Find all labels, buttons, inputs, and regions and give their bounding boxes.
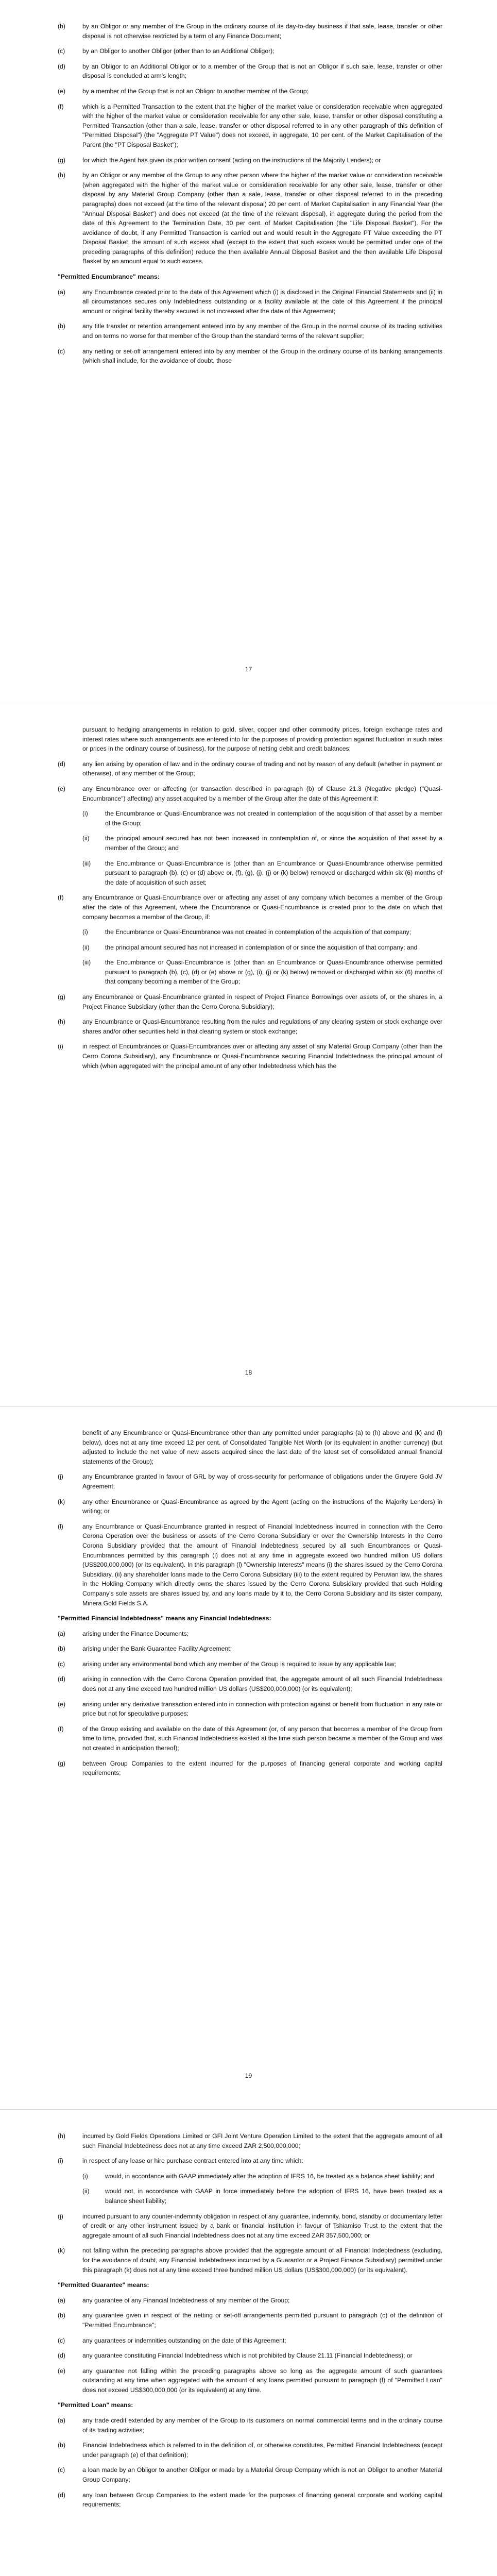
clause-item bbox=[58, 2131, 442, 2150]
clause-text: any lien arising by operation of law and in the ordinary course of trading and not by reason of any default (whether in payment or otherwise), of any member of the Group; bbox=[82, 760, 442, 777]
clause-label: (g) bbox=[58, 993, 65, 1001]
clause-text: in respect of any lease or hire purchase contract entered into at any time which: bbox=[82, 2157, 303, 2165]
clause-label: (a) bbox=[58, 2417, 65, 2425]
clause-label: (c) bbox=[58, 47, 65, 55]
page-body bbox=[58, 725, 442, 1071]
clause-label: (b) bbox=[58, 1645, 65, 1653]
clause-item bbox=[58, 2156, 442, 2166]
clause-text: any guarantees or indemnities outstanding on the date of this Agreement; bbox=[82, 2336, 286, 2344]
clause-label: (b) bbox=[58, 2442, 65, 2449]
clause-item bbox=[58, 2490, 442, 2510]
clause-label: (d) bbox=[58, 2352, 65, 2360]
clause-text: a loan made by an Obligor to another Obligor or made by a Material Group Company which is not an Obligor to another Material Group Company; bbox=[82, 2466, 442, 2484]
clause-label: (k) bbox=[58, 1498, 65, 1505]
clause-text: arising under the Finance Documents; bbox=[82, 1630, 188, 1637]
continued-paragraph bbox=[58, 725, 442, 754]
clause-text: any trade credit extended by any member of the Group to its customers on normal commercial terms and in the ordinary course of its trading activities; bbox=[82, 2417, 442, 2434]
clause-text: pursuant to hedging arrangements in relation to gold, silver, copper and other commodity prices, foreign exchange rates and interest rates where such arrangements are entered into for the purposes of providing protection against fluctuation in such rates or prices in the ordinary course of business), for the purpose of netting debit and credit balances; bbox=[82, 726, 442, 753]
clause-item bbox=[58, 759, 442, 778]
clause-text: any guarantee not falling within the preceding paragraphs above so long as the aggregate amount of such guarantees outstanding at any time when aggregated with the amount of any loans permitted pursuant to paragraph (f) of "Permitted Loan" does not exceed US$300,000,000 (or its equivalent) at any time. bbox=[82, 2367, 442, 2394]
clause-item bbox=[58, 171, 442, 266]
clause-text: which is a Permitted Transaction to the extent that the higher of the market value or consideration receivable when aggregated with the higher of the market value or consideration receivable for any other sale, lease, transfer or other disposal constituting a Permitted Transaction (other than a sale, lease, transfer or other disposal referred to in any other paragraph of this definition of "Permitted Disposal") (the "Aggregate PT Value") does not exceed, in aggregate, 10 per cent. of the Market Capitalisation of the Parent (the "PT Disposal Basket"); bbox=[82, 103, 442, 148]
clause-label: (i) bbox=[82, 928, 88, 936]
page-body bbox=[58, 1428, 442, 1778]
clause-item bbox=[58, 46, 442, 56]
clause-label: (d) bbox=[58, 62, 65, 70]
clause-text: the principal amount secured has not been increased in contemplation of, or since the acquisition of that asset by a member of the Group; and bbox=[105, 835, 442, 852]
clause-text: of the Group existing and available on the date of this Agreement (or, of any person that becomes a member of the Group from time to time, provided that, such Financial Indebtedness existed at the time such person became a member of the Group and was not created in anticipation thereof); bbox=[82, 1725, 442, 1752]
clause-item bbox=[58, 1522, 442, 1608]
clause-text: by a member of the Group that is not an Obligor to another member of the Group; bbox=[82, 87, 309, 95]
clause-text: any guarantee constituting Financial Indebtedness which is not prohibited by Clause 21.11 (Financial Indebtedness); or bbox=[82, 2352, 413, 2360]
clause-text: by an Obligor to an Additional Obligor or to a member of the Group that is not an Obligor if such sale, lease, transfer or other disposal is concluded at arm's length; bbox=[82, 62, 442, 80]
clause-item bbox=[58, 2416, 442, 2435]
clause-item bbox=[58, 1644, 442, 1654]
definition-heading: "Permitted Encumbrance" means: bbox=[58, 273, 160, 281]
sub-clause bbox=[82, 2172, 442, 2181]
clause-item bbox=[58, 1724, 442, 1753]
clause-item bbox=[58, 1629, 442, 1639]
page-number: 17 bbox=[245, 666, 252, 673]
sub-clause bbox=[82, 958, 442, 987]
page-19 bbox=[0, 1406, 497, 2110]
clause-item bbox=[58, 1042, 442, 1071]
clause-label: (g) bbox=[58, 1759, 65, 1767]
clause-item bbox=[58, 784, 442, 803]
clause-text: arising under any derivative transaction entered into in connection with protection against or benefit from fluctuation in any rate or price but not for speculative purposes; bbox=[82, 1700, 442, 1718]
clause-text: incurred by Gold Fields Operations Limited or GFI Joint Venture Operation Limited to the extent that the aggregate amount of all such Financial Indebtedness does not at any time exceed ZAR 2,500,000,000; bbox=[82, 2132, 442, 2149]
clause-item bbox=[58, 1674, 442, 1693]
page-20 bbox=[0, 2110, 497, 2576]
clause-item bbox=[58, 2465, 442, 2484]
clause-text: any Encumbrance or Quasi-Encumbrance over or affecting any asset of any company which becomes a member of the Group after the date of this Agreement, where the Encumbrance or Quasi-Encumbrance is created prior to the date on which that company becomes a member of the Group, if: bbox=[82, 894, 442, 921]
clause-text: any Encumbrance or Quasi-Encumbrance granted in respect of Project Finance Borrowings over assets of, or the shares in, a Project Finance Subsidiary (other than the Cerro Corona Subsidiary); bbox=[82, 993, 442, 1010]
clause-label: (g) bbox=[58, 156, 65, 164]
clause-label: (iii) bbox=[82, 959, 91, 967]
clause-label: (c) bbox=[58, 347, 65, 355]
definition-heading: "Permitted Loan" means: bbox=[58, 2401, 133, 2409]
clause-label: (b) bbox=[58, 323, 65, 330]
clause-item bbox=[58, 156, 442, 165]
clause-item bbox=[58, 2336, 442, 2346]
clause-text: would not, in accordance with GAAP in force immediately before the adoption of IFRS 16, have been treated as a balance sheet liability; bbox=[105, 2188, 442, 2205]
clause-item bbox=[58, 87, 442, 96]
clause-text: any Encumbrance or Quasi-Encumbrance resulting from the rules and regulations of any clearing system or stock exchange over shares and/or other securities held in that clearing system or stock exchange; bbox=[82, 1018, 442, 1035]
clause-text: arising under any environmental bond which any member of the Group is required to issue by any applicable law; bbox=[82, 1660, 397, 1668]
page-body bbox=[58, 22, 442, 366]
clause-item bbox=[58, 2296, 442, 2306]
clause-text: by an Obligor to another Obligor (other than to an Additional Obligor); bbox=[82, 47, 275, 55]
clause-item bbox=[58, 22, 442, 41]
sub-clause bbox=[82, 943, 442, 953]
page-number: 18 bbox=[245, 1369, 252, 1376]
clause-text: the Encumbrance or Quasi-Encumbrance was not created in contemplation of the acquisition of that asset by a member of the Group; bbox=[105, 810, 442, 827]
clause-label: (a) bbox=[58, 2296, 65, 2304]
clause-label: (a) bbox=[58, 288, 65, 296]
clause-text: would, in accordance with GAAP immediately after the adoption of IFRS 16, be treated as a balance sheet liability; and bbox=[105, 2172, 435, 2180]
clause-label: (f) bbox=[58, 1725, 64, 1733]
clause-text: any other Encumbrance or Quasi-Encumbrance as agreed by the Agent (acting on the instructions of the Majority Lenders) in writing; or bbox=[82, 1498, 442, 1515]
clause-item bbox=[58, 992, 442, 1011]
clause-text: any Encumbrance over or affecting (or transaction described in paragraph (b) of Clause 21.3 (Negative pledge) ("Quasi-Encumbrance") affecting) any asset acquired by a member of the Group after the date of this Agreement if: bbox=[82, 785, 442, 802]
clause-text: any guarantee given in respect of the netting or set-off arrangements permitted pursuant to paragraph (c) of the definition of "Permitted Encumbrance"; bbox=[82, 2312, 442, 2329]
clause-label: (b) bbox=[58, 2312, 65, 2319]
page-number: 19 bbox=[245, 2072, 252, 2079]
clause-item bbox=[58, 2212, 442, 2241]
page-18 bbox=[0, 703, 497, 1406]
definition-heading: "Permitted Financial Indebtedness" means any Financial Indebtedness: bbox=[58, 1615, 271, 1622]
sub-clause bbox=[82, 927, 442, 937]
clause-label: (f) bbox=[58, 894, 64, 902]
clause-item bbox=[58, 2441, 442, 2460]
clause-label: (i) bbox=[58, 2157, 63, 2165]
clause-item bbox=[58, 2246, 442, 2275]
clause-label: (l) bbox=[58, 1522, 63, 1530]
clause-label: (d) bbox=[58, 1675, 65, 1683]
clause-label: (e) bbox=[58, 87, 65, 95]
clause-text: the Encumbrance or Quasi-Encumbrance was not created in contemplation of the acquisition of that company; bbox=[105, 928, 412, 936]
clause-text: any Encumbrance or Quasi-Encumbrance granted in respect of Financial Indebtedness incurred in connection with the Cerro Corona Operation over the business or assets of the Cerro Corona Subsidiary or over the Ownership Interests in the Cerro Corona Subsidiary provided that the amount of Financial Indebtedness secured by all such Encumbrances or Quasi-Encumbrances permitted by this paragraph (l) does not at any time in aggregate exceed two hundred million US dollars (US$200,000,000) (or its equivalent). In this paragraph (l) "Ownership Interests" means (i) the shares issued by the Cerro Corona Subsidiary, (ii) any shareholder loans made to the Cerro Corona Subsidiary (iii) to the extent required by Peruvian law, the shares in the Holding Company which directly owns the shares issued by the Cerro Corona Subsidiary provided that such Holding Company's sole assets are shares issued by, and any loans made by it to, the Cerro Corona Subsidiary and its sister company, Minera Gold Fields S.A. bbox=[82, 1522, 442, 1607]
clause-label: (ii) bbox=[82, 943, 90, 951]
clause-label: (c) bbox=[58, 2466, 65, 2474]
clause-text: for which the Agent has given its prior written consent (acting on the instructions of the Majority Lenders); or bbox=[82, 156, 381, 164]
clause-label: (d) bbox=[58, 760, 65, 768]
clause-text: not falling within the preceding paragraphs above provided that the aggregate amount of all Financial Indebtedness (excluding, for the avoidance of doubt, any Financial Indebtedness incurred by a Guarantor or a Project Finance Subsidiary) permitted under this paragraph (k) does not at any time exceed three hundred million US dollars (US$300,000,000) (or its equivalent). bbox=[82, 2247, 442, 2274]
clause-label: (c) bbox=[58, 1660, 65, 1668]
clause-text: any netting or set-off arrangement entered into by any member of the Group in the ordinary course of its banking arrangements (which shall include, for the avoidance of doubt, those bbox=[82, 347, 442, 365]
clause-text: arising in connection with the Cerro Corona Operation provided that, the aggregate amount of all such Financial Indebtedness does not at any time exceed two hundred million US dollars (US$200,000,000) (or its equivalent); bbox=[82, 1675, 442, 1693]
sub-clause bbox=[82, 809, 442, 828]
clause-label: (iii) bbox=[82, 859, 91, 867]
clause-item bbox=[58, 1017, 442, 1036]
clause-text: any loan between Group Companies to the extent made for the purposes of financing general corporate and working capital requirements; bbox=[82, 2491, 442, 2509]
clause-item bbox=[58, 287, 442, 316]
page-17 bbox=[0, 0, 497, 703]
clause-label: (ii) bbox=[82, 835, 90, 842]
clause-label: (ii) bbox=[82, 2188, 90, 2195]
clause-text: by an Obligor or any member of the Group in the ordinary course of its day-to-day business if that sale, lease, transfer or other disposal is not otherwise restricted by a term of any Finance Document; bbox=[82, 23, 442, 40]
clause-item bbox=[58, 1700, 442, 1719]
clause-text: any title transfer or retention arrangement entered into by any member of the Group in the normal course of its trading activities and on terms no worse for that member of the Group than the standard terms of the relevant supplier; bbox=[82, 323, 442, 340]
clause-label: (k) bbox=[58, 2247, 65, 2255]
clause-label: (e) bbox=[58, 2367, 65, 2375]
page-body bbox=[58, 2131, 442, 2510]
clause-label: (d) bbox=[58, 2491, 65, 2499]
clause-item bbox=[58, 1759, 442, 1778]
clause-label: (e) bbox=[58, 1700, 65, 1708]
clause-label: (i) bbox=[82, 2172, 88, 2180]
sub-clause bbox=[82, 859, 442, 888]
clause-label: (h) bbox=[58, 1018, 65, 1026]
clause-item bbox=[58, 1497, 442, 1516]
clause-text: between Group Companies to the extent incurred for the purposes of financing general corporate and working capital requirements; bbox=[82, 1759, 442, 1777]
clause-label: (c) bbox=[58, 2336, 65, 2344]
clause-item bbox=[58, 347, 442, 366]
clause-item bbox=[58, 2351, 442, 2361]
clause-item bbox=[58, 1659, 442, 1669]
clause-text: benefit of any Encumbrance or Quasi-Encumbrance other than any permitted under paragraphs (a) to (h) above and (k) and (l) below), does not at any time exceed 12 per cent. of Consolidated Tangible Net Worth (or its equivalent in another currency) (but adjusted to include the net value of new assets acquired since the last date of the latest set of consolidated annual financial statements of the Group); bbox=[82, 1429, 442, 1465]
sub-clause bbox=[82, 2187, 442, 2206]
clause-label: (h) bbox=[58, 2132, 65, 2140]
clause-item bbox=[58, 2311, 442, 2330]
clause-label: (b) bbox=[58, 23, 65, 30]
clause-item bbox=[58, 1472, 442, 1491]
clause-text: Financial Indebtedness which is referred to in the definition of, or otherwise constitutes, Permitted Financial Indebtedness (except under paragraph (e) of that definition); bbox=[82, 2442, 442, 2459]
clause-label: (i) bbox=[58, 1043, 63, 1050]
clause-label: (f) bbox=[58, 103, 64, 110]
clause-text: in respect of Encumbrances or Quasi-Encumbrances over or affecting any asset of any Material Group Company (other than the Cerro Corona Subsidiary), any Encumbrance or Quasi-Encumbrance securing Financial Indebtedness the principal amount of which (when aggregated with the principal amount of any other Indebtedness which has the bbox=[82, 1043, 442, 1070]
clause-text: arising under the Bank Guarantee Facility Agreement; bbox=[82, 1645, 232, 1653]
clause-label: (a) bbox=[58, 1630, 65, 1637]
clause-text: incurred pursuant to any counter-indemnity obligation in respect of any guarantee, indemnity, bond, standby or documentary letter of credit or any other instrument issued by a bank or financial institution in favour of Tshiamiso Trust to the extent that the aggregate amount of all such Financial Indebtedness does not at any time exceed ZAR 357,500,000; or bbox=[82, 2212, 442, 2239]
clause-item bbox=[58, 102, 442, 150]
clause-label: (j) bbox=[58, 1473, 63, 1481]
clause-label: (j) bbox=[58, 2212, 63, 2220]
clause-text: the principal amount secured has not increased in contemplation of or since the acquisition of that company; and bbox=[105, 943, 418, 951]
clause-text: any Encumbrance created prior to the date of this Agreement which (i) is disclosed in the Original Financial Statements and (ii) in all circumstances secures only Indebtedness outstanding or a facility available at the date of this Agreement if the principal amount or original facility thereby secured is not increased after the date of this Agreement; bbox=[82, 288, 442, 315]
clause-label: (e) bbox=[58, 785, 65, 792]
clause-item bbox=[58, 893, 442, 922]
clause-text: by an Obligor or any member of the Group to any other person where the higher of the market value or consideration receivable (when aggregated with the higher of the market value or consideration receivable for any other sale, lease, transfer or other disposal by any Material Group Company (other than a sale, lease, transfer or other disposal referred to in the preceding paragraphs) does not exceed (at the time of the relevant disposal) 20 per cent. of Market Capitalisation in any Financial Year (the "Annual Disposal Basket") and does not exceed (at the time of the relevant disposal), in aggregate during the period from the date of this Agreement to the Termination Date, 30 per cent. of Market Capitalisation (the "Life Disposal Basket"). For the avoidance of doubt, if any Permitted Transaction is carried out and would result in the Aggregate PT Value exceeding the PT Disposal Basket, the amount of such excess shall (except to the extent that such excess would be permitted under one of the preceding paragraphs of this definition) reduce the then available Annual Disposal Basket and the then available Life Disposal Basket by an amount equal to such excess. bbox=[82, 172, 442, 265]
clause-item bbox=[58, 321, 442, 341]
clause-text: the Encumbrance or Quasi-Encumbrance is (other than an Encumbrance or Quasi-Encumbrance otherwise permitted pursuant to paragraph (b), (c) or (d) above or, (f), (g), (j), (j) or (k) below) removed or discharged within six (6) months of the date of acquisition of such asset; bbox=[105, 859, 442, 886]
clause-item bbox=[58, 2366, 442, 2395]
continued-paragraph bbox=[58, 1428, 442, 1466]
clause-text: any guarantee of any Financial Indebtedness of any member of the Group; bbox=[82, 2296, 290, 2304]
clause-item bbox=[58, 62, 442, 81]
clause-text: any Encumbrance granted in favour of GRL by way of cross-security for performance of obligations under the Gruyere Gold JV Agreement; bbox=[82, 1473, 442, 1490]
clause-label: (i) bbox=[82, 810, 88, 818]
sub-clause bbox=[82, 834, 442, 853]
definition-heading: "Permitted Guarantee" means: bbox=[58, 2281, 149, 2289]
clause-label: (h) bbox=[58, 172, 65, 179]
clause-text: the Encumbrance or Quasi-Encumbrance is (other than an Encumbrance or Quasi-Encumbrance otherwise permitted pursuant to paragraph (b), (c), (d) or (e) above or (g), (i), (j) or (k) below) removed or discharged within six (6) months of that company becoming a member of the Group; bbox=[105, 959, 442, 986]
